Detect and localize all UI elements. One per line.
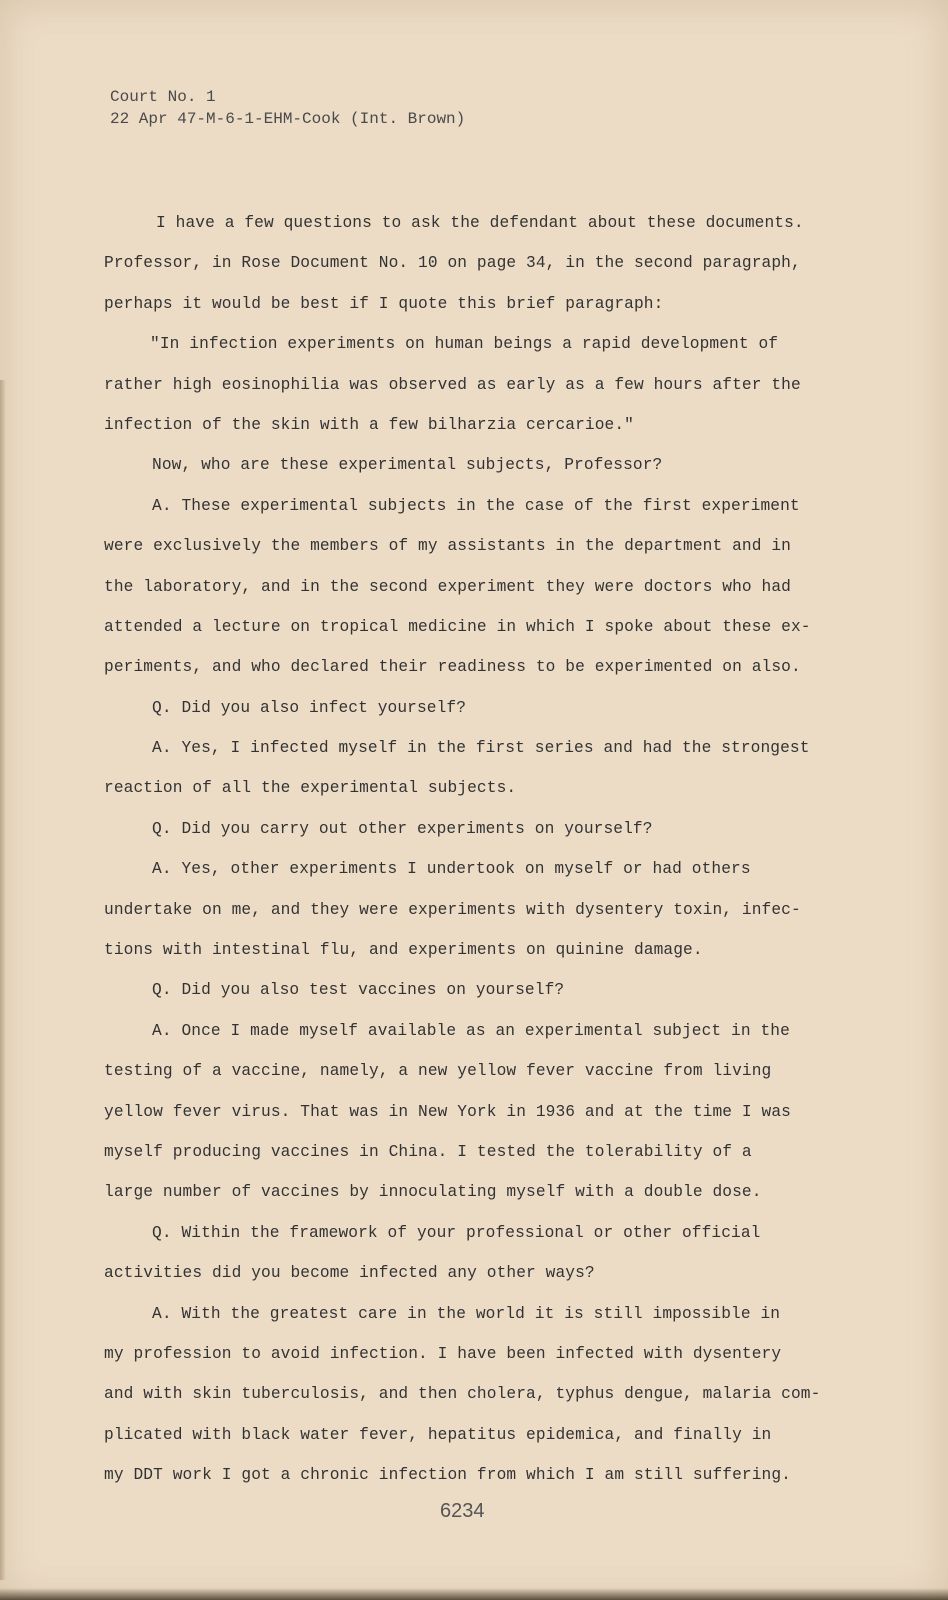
text-line: my profession to avoid infection. I have been infected with dysentery: [104, 1344, 782, 1363]
text-line: Professor, in Rose Document No. 10 on page 34, in the second paragraph,: [104, 254, 801, 273]
text-line: Q. Did you also infect yourself?: [152, 698, 467, 717]
text-line: yellow fever virus. That was in New York in 1936 and at the time I was: [104, 1102, 791, 1121]
text-line: the laboratory, and in the second experiment they were doctors who had: [104, 577, 791, 596]
text-line: were exclusively the members of my assistants in the department and in: [104, 537, 791, 556]
text-line: plicated with black water fever, hepatitus epidemica, and finally in: [104, 1425, 772, 1444]
text-line: testing of a vaccine, namely, a new yellow fever vaccine from living: [104, 1062, 772, 1081]
court-number: Court No. 1: [110, 88, 216, 106]
text-line: I have a few questions to ask the defendant about these documents.: [156, 214, 804, 232]
text-line: Q. Did you carry out other experiments on yourself?: [152, 819, 653, 838]
session-reference: 22 Apr 47-M-6-1-EHM-Cook (Int. Brown): [110, 110, 466, 128]
page-number: 6234: [440, 1500, 485, 1522]
text-line: infection of the skin with a few bilharzia cercarioe.": [104, 415, 634, 434]
text-line: A. Yes, I infected myself in the first series and had the strongest: [152, 739, 810, 758]
text-line: Now, who are these experimental subjects, Professor?: [152, 456, 663, 475]
text-line: large number of vaccines by innoculating myself with a double dose.: [104, 1183, 762, 1202]
text-line: tions with intestinal flu, and experiments on quinine damage.: [104, 941, 703, 960]
text-line: Q. Did you also test vaccines on yourself?: [152, 981, 565, 1000]
text-line: myself producing vaccines in China. I tested the tolerability of a: [104, 1142, 752, 1161]
text-line: A. With the greatest care in the world it is still impossible in: [152, 1304, 781, 1323]
transcript-body: [104, 203, 844, 1496]
text-line: reaction of all the experimental subjects.: [104, 779, 517, 798]
text-line: perhaps it would be best if I quote this brief paragraph:: [104, 294, 664, 313]
text-line: undertake on me, and they were experiments with dysentery toxin, infec-: [104, 900, 801, 919]
text-line: Q. Within the framework of your professional or other official: [152, 1223, 761, 1242]
text-line: activities did you become infected any other ways?: [104, 1264, 595, 1283]
page-bottom-edge: [0, 1588, 948, 1600]
text-line: rather high eosinophilia was observed as early as a few hours after the: [104, 375, 801, 394]
text-line: attended a lecture on tropical medicine in which I spoke about these ex-: [104, 617, 811, 636]
page-left-edge: [0, 380, 6, 1580]
text-line: "In infection experiments on human beings a rapid development of: [150, 335, 779, 354]
text-line: A. Yes, other experiments I undertook on myself or had others: [152, 860, 751, 879]
document-header: [110, 86, 465, 130]
text-line: and with skin tuberculosis, and then cholera, typhus dengue, malaria com-: [104, 1385, 821, 1404]
text-line: A. Once I made myself available as an experimental subject in the: [152, 1021, 790, 1040]
text-line: my DDT work I got a chronic infection from which I am still suffering.: [104, 1466, 791, 1485]
text-line: periments, and who declared their readiness to be experimented on also.: [104, 658, 801, 677]
text-line: A. These experimental subjects in the case of the first experiment: [152, 496, 800, 515]
